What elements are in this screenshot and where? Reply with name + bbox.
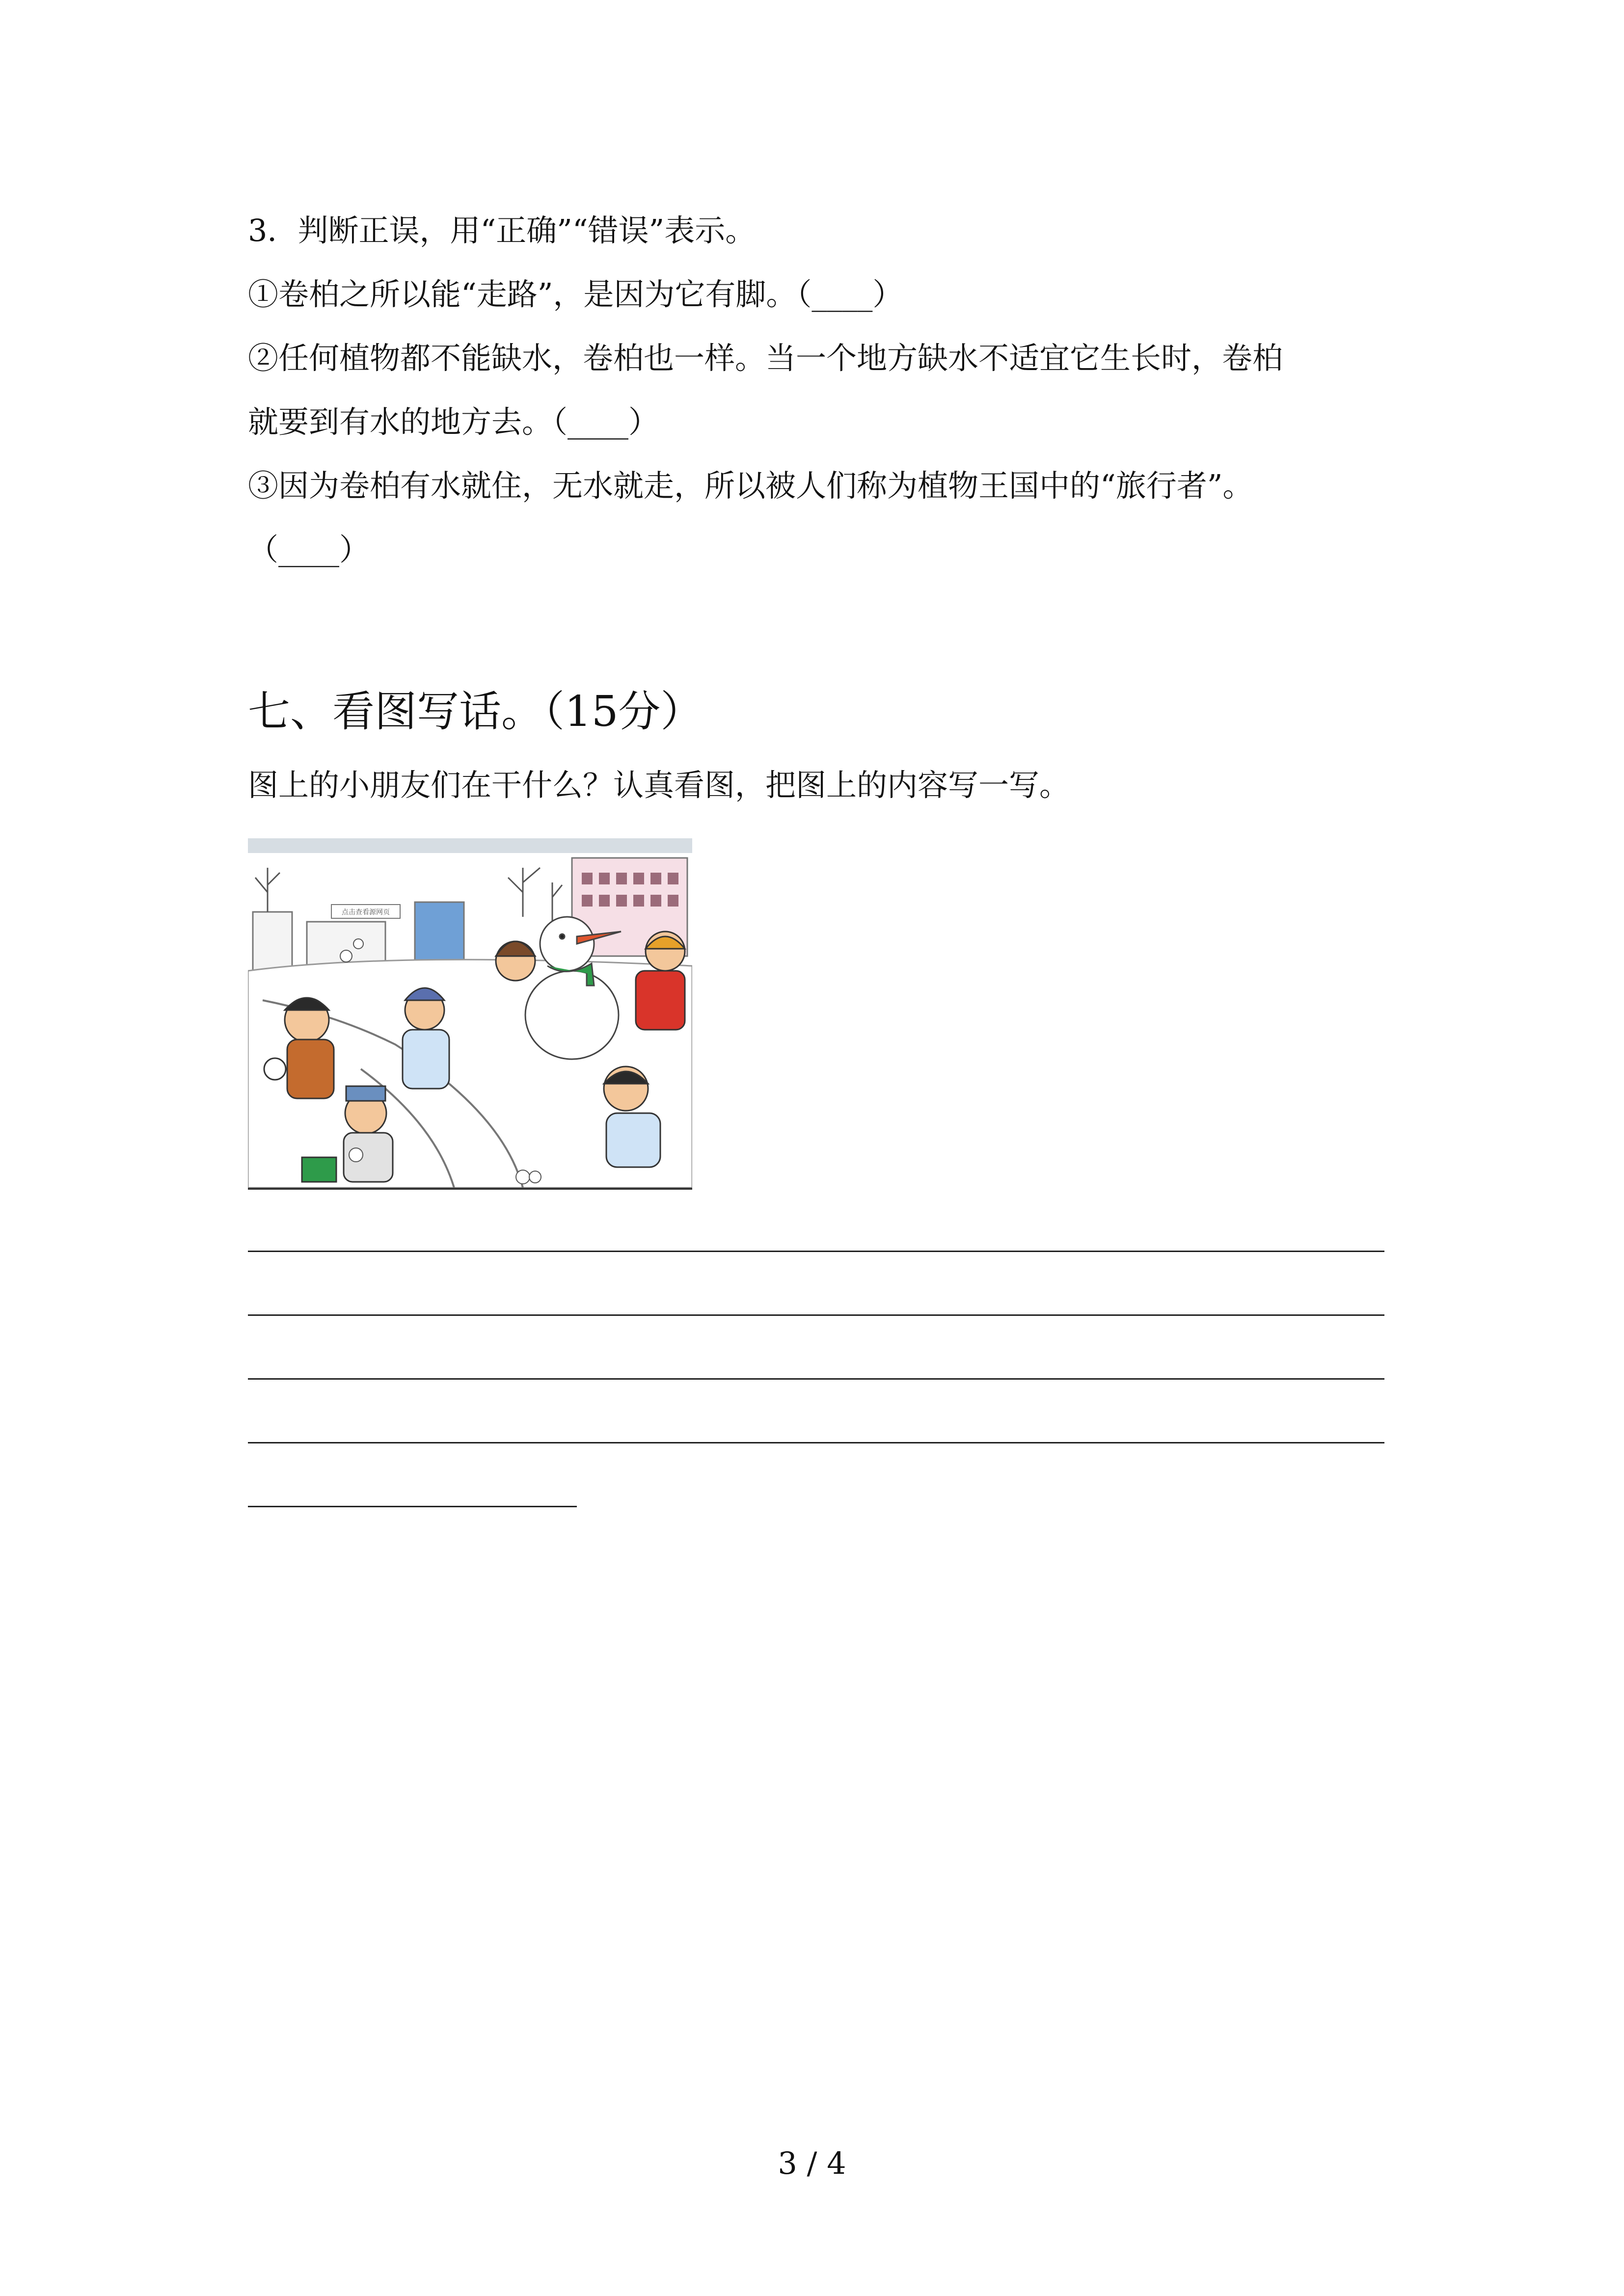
section-7-title: 七、看图写话。（15分） xyxy=(248,687,703,736)
writing-line-4[interactable] xyxy=(248,1442,1384,1443)
snow-play-illustration xyxy=(248,838,692,1190)
page-number: 3 / 4 xyxy=(778,2145,846,2181)
writing-line-1[interactable] xyxy=(248,1251,1384,1252)
writing-line-2[interactable] xyxy=(248,1314,1384,1316)
child-center-blue xyxy=(403,988,449,1089)
section-7-instruction: 图上的小朋友们在干什么？认真看图，把图上的内容写一写。 xyxy=(248,767,1070,803)
question-3-item-3-line-2: （____） xyxy=(248,532,370,567)
question-3-stem: 3．判断正误，用“正确”“错误”表示。 xyxy=(248,213,756,248)
question-3-item-2-line-2: 就要到有水的地方去。（____） xyxy=(248,404,659,440)
illustration-sign-text: 点击查看源网页 xyxy=(342,908,390,916)
child-snowman-left xyxy=(496,941,535,981)
writing-line-3[interactable] xyxy=(248,1378,1384,1380)
question-3-item-1: ①卷柏之所以能“走路”，是因为它有脚。（____） xyxy=(248,276,903,312)
writing-line-5[interactable] xyxy=(248,1506,577,1507)
question-3-item-3-line-1: ③因为卷柏有水就住，无水就走，所以被人们称为植物王国中的“旅行者”。 xyxy=(248,468,1253,504)
question-3-item-2-line-1: ②任何植物都不能缺水，卷柏也一样。当一个地方缺水不适宜它生长时，卷柏 xyxy=(248,340,1283,376)
